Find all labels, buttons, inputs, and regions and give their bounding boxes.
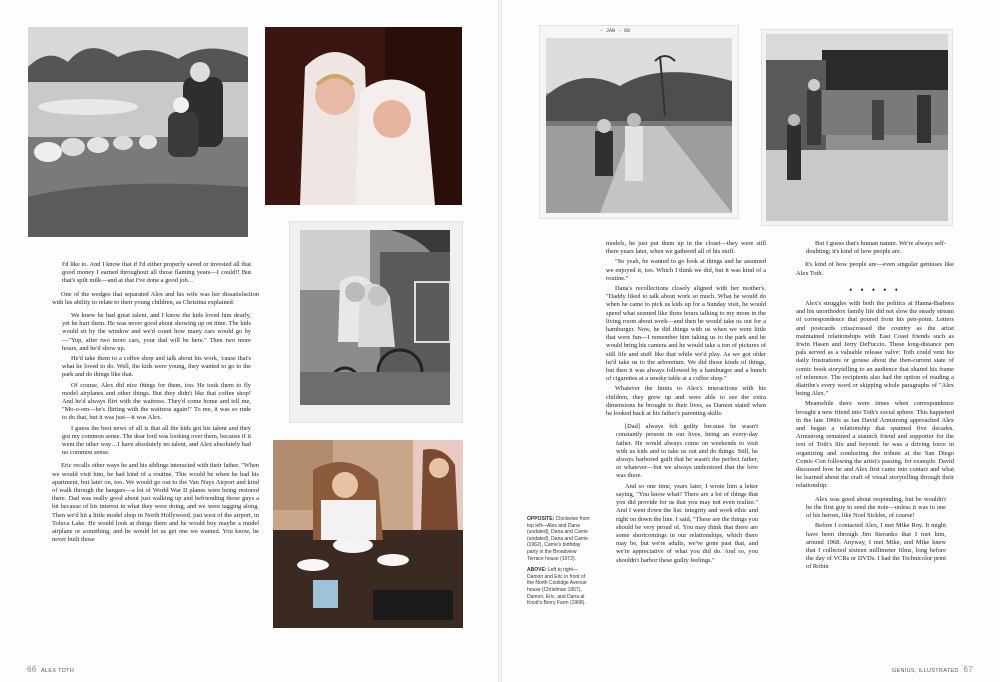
photo-knotts-berry-farm [762,30,952,225]
photo-carrie-birthday-party [273,440,463,628]
running-head: GENIUS, ILLUSTRATED [891,668,959,674]
body-paragraph: It's kind of how people are—even singular geniuses like Alex Toth. [796,261,954,277]
right-text-column-1 [606,240,766,660]
armstrong-quote-1: Alex was good about responding, but he wouldn't be the first guy to send the note—unless it was to one of his heroes, like Noel Sickles, of course! [806,495,946,520]
page-number: 67 [963,665,973,674]
running-head: ALEX TOTH [41,668,75,674]
body-paragraph: Whatever the limits to Alex's interactions with his children, they grew up and were able to see the extra dimensions he brought to their lives, as Damon stated when he looked back at his father's parenting skills: [606,385,766,418]
christina-quote-4: I guess the best news of all is that all the kids got his talent and they got my common sense. The dear lord was looking over them, because if it went the other way…I have absolutely no talent, and Alex absolutely had no common sense. [62,424,251,457]
body-paragraph: Alex's struggles with both the politics at Hanna-Barbera and his unorthodox family life did not slow the steady stream of correspondence that poured from his pen-point. Letters and postcards crisscrossed the country as the artist maintained relationships with East Coast friends such as Irwin Hasen and Jerry DeFuccio. These long-distance pen pals served as a valuable release valve: Toth could vent his daily frustrations or grouse about the then-current state of comic book storytelling to an audience that shared his frame of reference. The recipients also had the option of reading a diatribe's every word or skipping whole paragraphs of "Alex being Alex." [796,300,954,398]
photo-damon-and-eric-christmas [540,26,738,218]
page-number: 66 [27,665,37,674]
body-paragraph: Meanwhile there were times when correspondence brought a new friend into Toth's social sphere. This happened in the late 1960s as fan David Armstrong approached Alex and began a relationship that spanned five decades. Armstrong remained a staunch friend and supporter for the rest of Toth's life and beyond: he was a driving force in organizing and conducting the tribute at the San Diego Comic-Con following the artist's passing, for example. David discussed how he and Alex first came into contact and what he learned about the craft of visual storytelling through their relationship: [796,400,954,490]
body-paragraph: Dana's recollections closely aligned with her mother's. "Daddy liked to talk about work so much. What he would do when he came to pick us kids up for a Sunday visit, he would spend what seemed like three hours talking to my mom in the living room about work—and then he would take us out for a hamburger. Now, he did things with us when we were little that were fun—I remember him taking us to the park and he would bring his camera and he would take a ton of pictures of still life and stuff like that while we'd play. As we got older he'd take us to the arboretum. We did those kinds of things, but then it was always followed by a hamburger and a bunch of cigarettes at a smoky table at a coffee shop." [606,285,766,383]
caption-opposite-label: OPPOSITE: [527,516,555,522]
body-paragraph: One of the wedges that separated Alex and his wife was her dissatisfaction with his ability to relate to their young children, as Christina explained: [52,290,259,306]
right-page [500,0,1000,682]
armstrong-quote-2: Before I contacted Alex, I met Mike Roy. It might have been through Jim Steranko that I met him, around 1968. Anyway, I met Mike, and Mike knew that I collected sixteen millimeter films, long before the day of VCRs or DVDs. I had the Technicolor print of Robin [806,522,946,571]
body-paragraph: models, he just put them up in the closet—they were still there years later, when we gathered all of his stuff. [606,240,766,256]
right-text-column-2 [796,240,954,660]
damon-quote-2: And so one time, years later, I wrote him a letter saying, "You know what? There are a lot of things that you did provide for us that you may not even realize." And I went down the list: integrity and work ethic and right on down the line. I said, "These are the things you should be very proud of. You may think that there are some shortcomings in our relationships, which there may be, but we're adults, we've gone past that, and we're appreciative of what you did do. And so, you shouldn't harbor these guilty feelings." [616,482,758,564]
body-paragraph: Eric recalls other ways he and his siblings interacted with their father. "When we would visit him, he had kind of a routine. This would be when he had his apartment, but later on, too. We would go out to the Van Nuys Airport and kind of walk through the hangars—a lot of World War II planes were being restored there. Dad was really good about just walking up and befriending those guys a bit because of his interest in what they were doing, and we were tagging along. Then we'd hit a little model shop in North Hollywood, just west of the airport, in Toluca Lake. He would look at things there and he would buy maybe a model airplane or something, and he would let us get one we wanted. You know, he never built those [52,462,259,544]
damon-quote-1: [Dad] always felt guilty because he wasn't constantly present in our lives, being an every-day father. He would always come on weekends to visit with us kids and to take us out and do things. Still, he always harbored guilt that he wasn't the perfect father, or whatever—but we always understood that the love was there. [616,423,758,480]
section-separator: • • • • • [849,284,901,295]
left-text-column [52,257,259,657]
photo-girls-with-bicycle [290,222,462,422]
caption-opposite-text: Clockwise from top left—Alex and Dana (undated), Dana and Carrie (undated), Dana and Carrie (1962), Carrie's birthday party in the Broadview Terrace house (1972). [527,516,590,562]
christina-quote-2: He'd take them to a coffee shop and talk about his work, 'cause that's what he loved to do. Well, the kids were young, they wanted to go to the park and do things like that. [62,355,251,379]
caption-above-label: ABOVE: [527,567,547,574]
christina-quote-1: We knew he had great talent, and I know the kids loved him dearly, yet he hurt them. He was never good about showing up on time. The kids would sit by the window and we'd count how many cars would go by—"Yup, after two more cars, your dad will be here." Then two more hours, and he'd show up. [62,312,251,352]
right-folio [892,665,976,674]
letter-excerpt: I'd like to. And I know that if I'd either properly saved or invested all that good money I earned throughout all those flaming years—I could!! But that's spilt milk—and at that I've done a good job… [62,261,251,285]
caption-above-text: Left to right—Damon and Eric in front of the North Coolidge Avenue house (Christmas 1967), Damon, Eric, and Dana at Knott's Berry Farm (1968). [527,567,587,607]
left-folio [24,665,74,674]
christina-quote-3: Of course, Alex did nice things for them, too. He took them to fly model airplanes and other things. But they didn't like that coffee shop! And he'd always flirt with the waitress. They'd come home and tell me, "Mo-o-om—he's flirting with the waitress again!" To me, it was so rude to do that, but it was just—it was Alex. [62,381,251,422]
damon-quote-3: But I guess that's human nature. We're always self-doubting; it's kind of how people are. [806,240,946,256]
photo-caption [527,516,591,612]
photo-alex-and-dana-at-lake [28,27,248,237]
body-paragraph: "So yeah, he wanted to go look at things and he assumed we enjoyed it, too. Which I think we did, but it was kind of a routine." [606,258,766,282]
photo-dana-and-carrie-hoodies [265,27,462,205]
photo-date-stamp: · JAN · 68 [600,28,631,34]
